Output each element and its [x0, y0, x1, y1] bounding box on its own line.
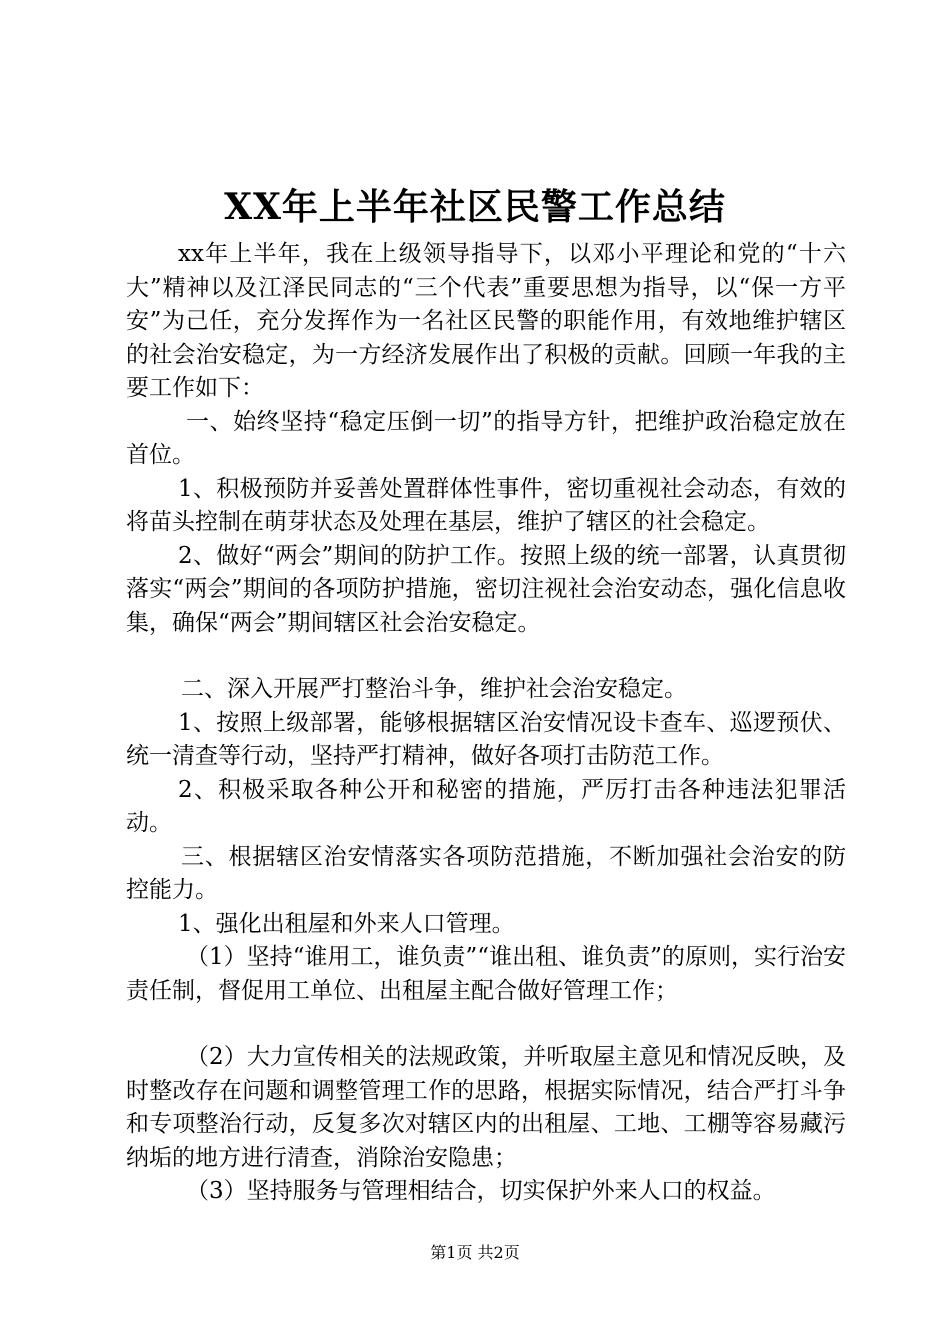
paragraph-3-1-b: （2）大力宣传相关的法规政策，并听取屋主意见和情况反映，及时整改存在问题和调整管理工作的思路，根据实际情况，结合严打斗争和专项整治行动，反复多次对辖区内的出租屋、工地、工棚等容易藏污纳垢的地方进行清查，消除治安隐患； — [126, 1044, 846, 1171]
paragraph-1-1: 1、积极预防并妥善处置群体性事件，密切重视社会动态，有效的将苗头控制在萌芽状态及处理在基层，维护了辖区的社会稳定。 — [126, 475, 846, 535]
section-heading-1: 一、始终坚持“稳定压倒一切”的指导方针，把维护政治稳定放在首位。 — [126, 408, 846, 468]
paragraph-3-1-c: （3）坚持服务与管理相结合，切实保护外来人口的权益。 — [186, 1178, 776, 1204]
paragraph-intro: xx年上半年，我在上级领导指导下，以邓小平理论和党的“十六大”精神以及江泽民同志的“三个代表”重要思想为指导，以“保一方平安”为己任，充分发挥作为一名社区民警的职能作用，有效地维护辖区的社会治安稳定，为一方经济发展作出了积极的贡献。回顾一年我的主要工作如下： — [126, 241, 846, 401]
paragraph-3-1: 1、强化出租屋和外来人口管理。 — [178, 910, 515, 937]
page-number: 第1页 共2页 — [430, 1243, 520, 1262]
paragraph-spacer — [126, 1008, 846, 1041]
paragraph-1-2: 2、做好“两会”期间的防护工作。按照上级的统一部署，认真贯彻落实“两会”期间的各项防护措施，密切注视社会治安动态，强化信息收集，确保“两会”期间辖区社会治安稳定。 — [126, 542, 846, 636]
document-title: XX年上半年社区民警工作总结 — [224, 186, 726, 228]
section-heading-3: 三、根据辖区治安情落实各项防范措施，不断加强社会治安的防控能力。 — [126, 843, 846, 903]
section-heading-2: 二、深入开展严打整治斗争，维护社会治安稳定。 — [181, 676, 687, 702]
paragraph-3-1-a: （1）坚持“谁用工，谁负责”“谁出租、谁负责”的原则，实行治安责任制，督促用工单位、出租屋主配合做好管理工作； — [126, 944, 846, 1004]
paragraph-spacer — [126, 640, 846, 673]
document-body — [126, 238, 846, 1209]
paragraph-2-2: 2、积极采取各种公开和秘密的措施，严厉打击各种违法犯罪活动。 — [126, 776, 846, 836]
paragraph-2-1: 1、按照上级部署，能够根据辖区治安情况设卡查车、巡逻预伏、统一清查等行动，坚持严打精神，做好各项打击防范工作。 — [126, 709, 846, 769]
